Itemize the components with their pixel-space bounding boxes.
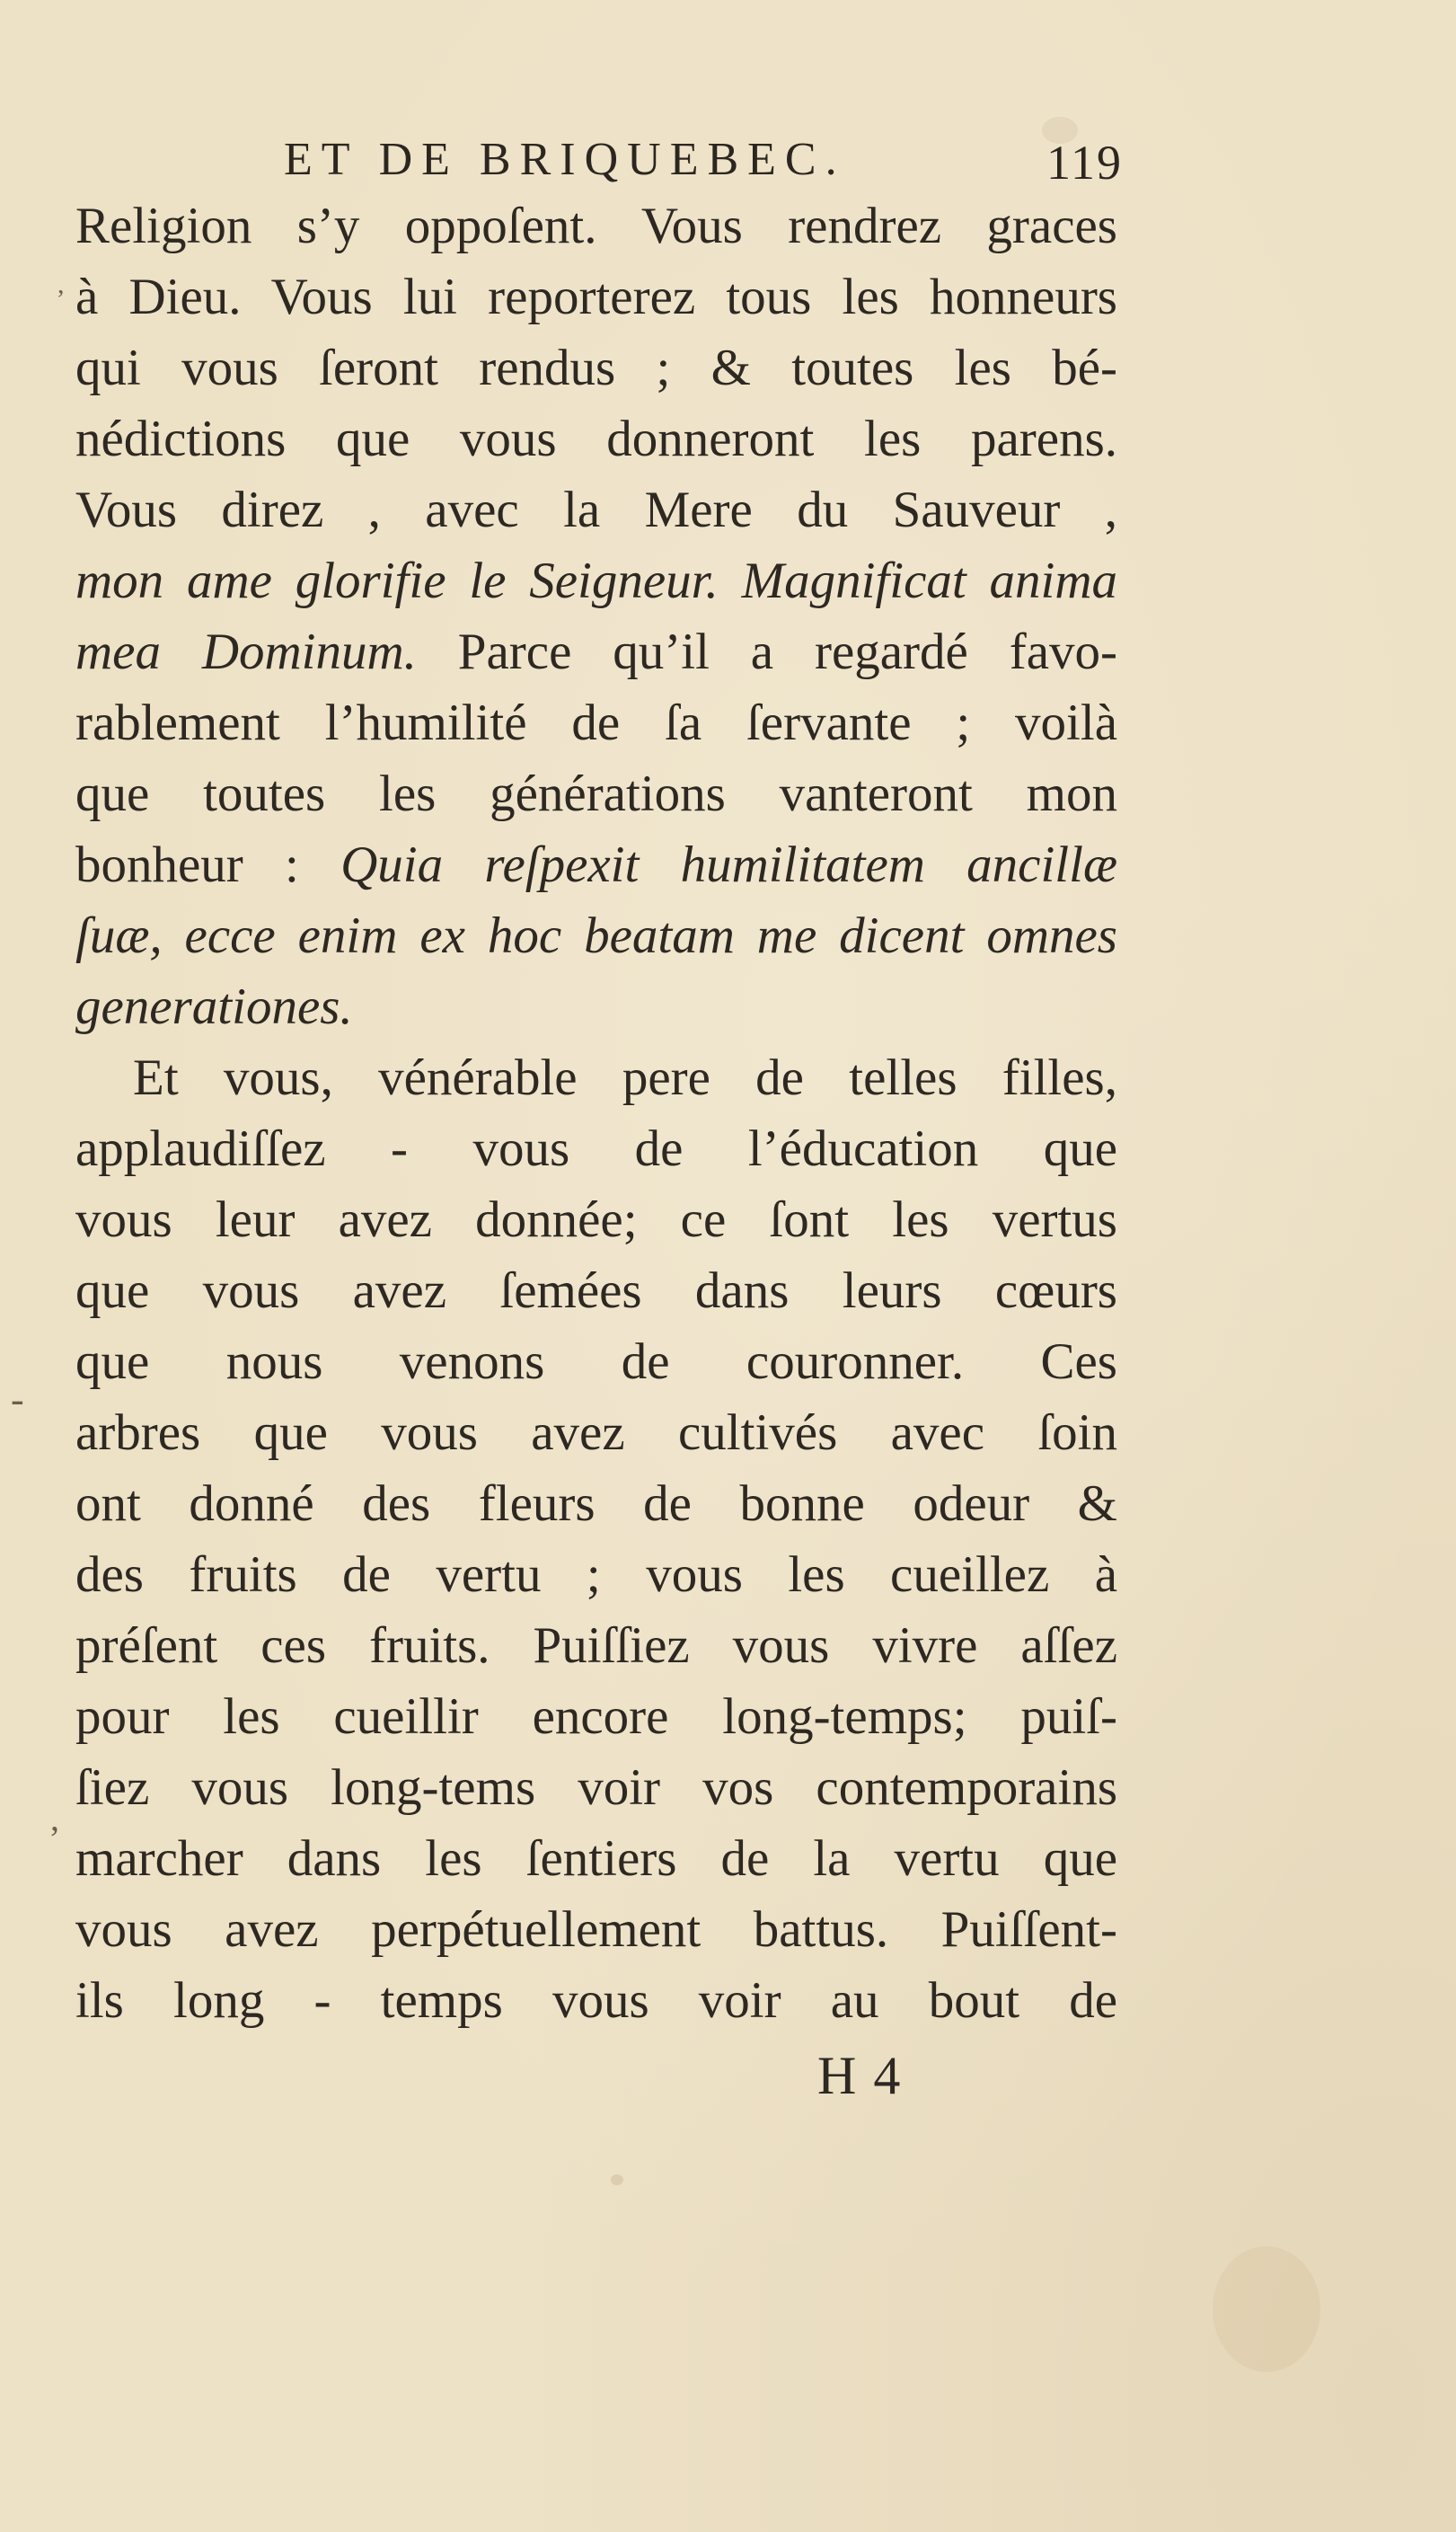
body-text xyxy=(75,190,1117,2036)
text-line: rablement l’humilité de ſa ſervante ; voilà xyxy=(75,695,1117,751)
text-line: ſiez vous long-tems voir vos contemporains xyxy=(75,1759,1117,1816)
text-line: que vous avez ſemées dans leurs cœurs xyxy=(75,1262,1117,1319)
text-line: qui vous ſeront rendus ; & toutes les bé- xyxy=(75,340,1117,396)
latin-quotation: Quia reſpexit humilitatem ancillæ xyxy=(340,837,1117,893)
running-head: ET DE BRIQUEBEC. xyxy=(284,134,846,185)
latin-quotation: mon ame glorifie le Seigneur. Magnificat anima xyxy=(75,553,1117,609)
paper-stain xyxy=(611,2174,623,2185)
text-line: que toutes les générations vanteront mon xyxy=(75,766,1117,822)
text-line-italic xyxy=(75,971,1117,1042)
text-line: vous avez perpétuellement battus. Puiſſent- xyxy=(75,1901,1117,1958)
margin-mark: , xyxy=(57,270,65,299)
text-line: vous leur avez donnée; ce ſont les vertus xyxy=(75,1191,1117,1248)
latin-quotation: mea Dominum. xyxy=(75,624,417,680)
text-line: pour les cueillir encore long-temps; puiſ- xyxy=(75,1688,1117,1745)
text-line: Vous direz , avec la Mere du Sauveur , xyxy=(75,482,1117,538)
text-segment: Parce qu’il a regardé favo- xyxy=(416,624,1117,680)
text-line xyxy=(75,829,1117,900)
page-header xyxy=(269,133,1123,196)
text-segment: bonheur : xyxy=(75,837,341,893)
text-line: ils long - temps vous voir au bout de xyxy=(75,1972,1117,2029)
text-line: nédictions que vous donneront les parens. xyxy=(75,411,1117,467)
page-number: 119 xyxy=(1046,136,1123,190)
text-line: marcher dans les ſentiers de la vertu que xyxy=(75,1830,1117,1887)
text-line: Religion s’y oppoſent. Vous rendrez graces xyxy=(75,198,1117,254)
text-line-italic xyxy=(75,545,1117,616)
text-line xyxy=(75,616,1117,687)
paper-stain xyxy=(1213,2246,1320,2372)
text-line-italic xyxy=(75,900,1117,971)
signature-mark: H 4 xyxy=(817,2046,903,2105)
text-line: arbres que vous avez cultivés avec ſoin xyxy=(75,1404,1117,1461)
text-line: applaudiſſez - vous de l’éducation que xyxy=(75,1120,1117,1177)
paragraph-start-line: Et vous, vénérable pere de telles filles, xyxy=(133,1049,1117,1106)
text-line: ont donné des fleurs de bonne odeur & xyxy=(75,1475,1117,1532)
text-line: des fruits de vertu ; vous les cueillez à xyxy=(75,1546,1117,1603)
latin-quotation: generationes. xyxy=(75,978,353,1035)
latin-quotation: ſuæ, ecce enim ex hoc beatam me dicent omnes xyxy=(75,907,1117,964)
text-line: préſent ces fruits. Puiſſiez vous vivre aſſez xyxy=(75,1617,1117,1674)
margin-mark: - xyxy=(11,1377,24,1421)
text-line: à Dieu. Vous lui reporterez tous les honneurs xyxy=(75,269,1117,325)
margin-mark: , xyxy=(50,1798,59,1838)
text-line: que nous venons de couronner. Ces xyxy=(75,1333,1117,1390)
